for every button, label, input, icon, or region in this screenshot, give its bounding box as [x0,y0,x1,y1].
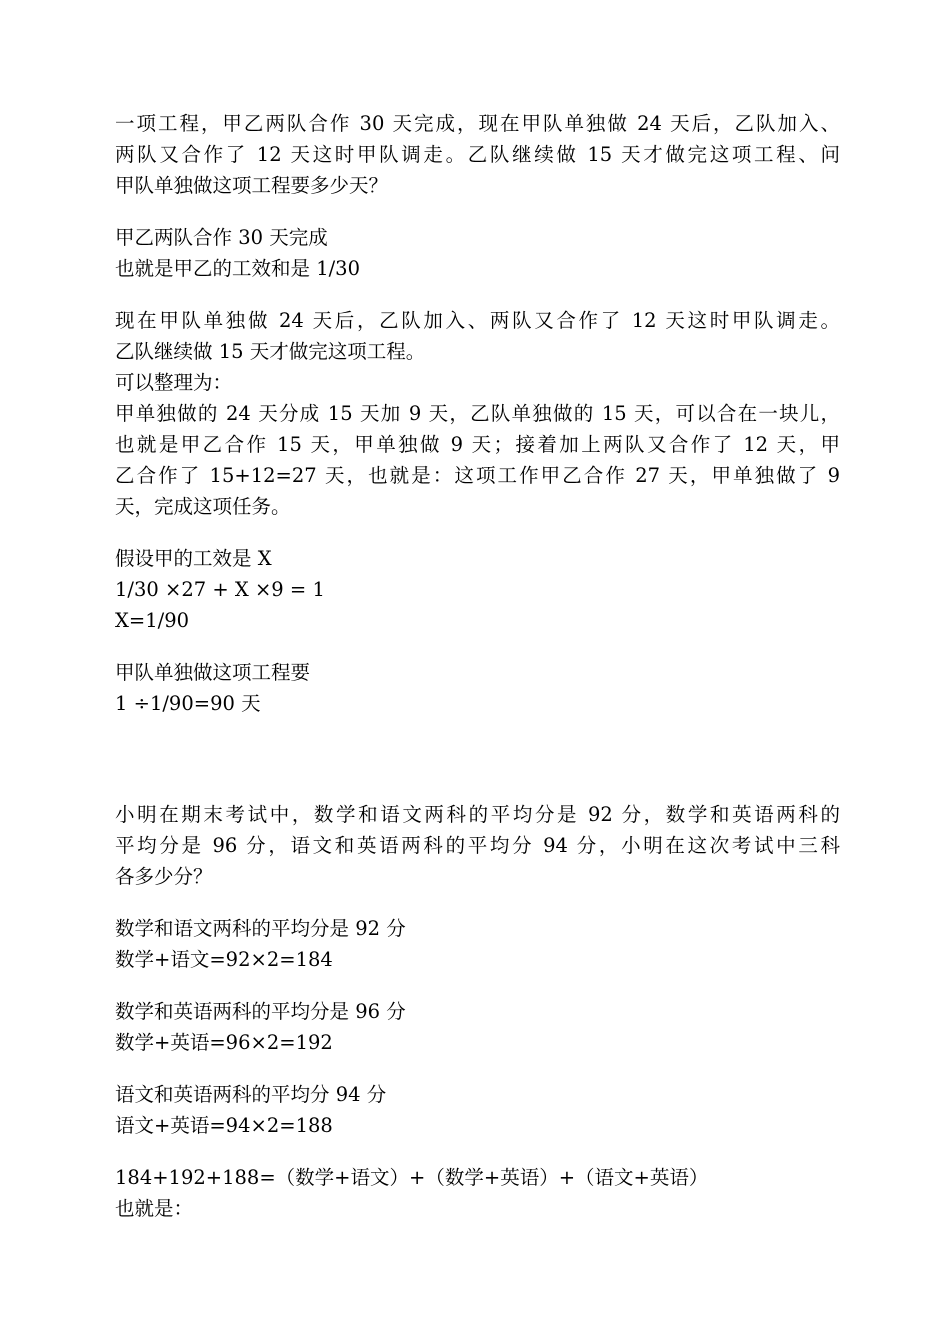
equation-line: X=1/90 [115,609,190,632]
equation-line: 184+192+188=（数学+语文）+（数学+英语）+（语文+英语） [115,1166,709,1189]
text-line: 各多少分？ [115,865,213,888]
problem1-answer [115,657,840,719]
text-line: 甲队单独做这项工程要多少天？ [115,174,389,197]
text-line: 甲单独做的 24 天分成 15 天加 9 天，乙队单独做的 15 天，可以合在一块儿， [115,402,840,425]
equation-line: 数学+英语=96×2=192 [115,1031,333,1054]
equation-line: 数学+语文=92×2=184 [115,948,333,971]
problem2-step4 [115,1162,840,1224]
problem2-step1 [115,913,840,975]
text-line: 两队又合作了 12 天这时甲队调走。乙队继续做 15 天才做完这项工程、问 [115,143,840,166]
problem2-step3 [115,1079,840,1141]
problem1-step3 [115,543,840,636]
text-line: 数学和语文两科的平均分是 92 分 [115,917,406,940]
text-line: 平均分是 96 分，语文和英语两科的平均分 94 分，小明在这次考试中三科 [115,834,840,857]
text-line: 可以整理为： [115,371,233,394]
text-line: 语文和英语两科的平均分 94 分 [115,1083,387,1106]
equation-line: 1 ÷1/90=90 天 [115,692,261,715]
text-line: 现在甲队单独做 24 天后，乙队加入、两队又合作了 12 天这时甲队调走。 [115,309,840,332]
text-line: 甲乙两队合作 30 天完成 [115,226,328,249]
document-body [115,108,840,1224]
problem2-step2 [115,996,840,1058]
text-line: 数学和英语两科的平均分是 96 分 [115,1000,406,1023]
text-line: 小明在期末考试中，数学和语文两科的平均分是 92 分，数学和英语两科的 [115,803,840,826]
text-line: 天，完成这项任务。 [115,495,291,518]
text-line: 乙队继续做 15 天才做完这项工程。 [115,340,426,363]
text-line: 也就是： [115,1197,194,1220]
equation-line: 语文+英语=94×2=188 [115,1114,333,1137]
text-line: 乙合作了 15+12=27 天，也就是：这项工作甲乙合作 27 天，甲单独做了 9 [115,464,840,487]
text-line: 甲队单独做这项工程要 [115,661,311,684]
equation-line: 1/30 ×27 + X ×9 = 1 [115,578,325,601]
text-line: 也就是甲乙合作 15 天，甲单独做 9 天；接着加上两队又合作了 12 天，甲 [115,433,840,456]
text-line: 也就是甲乙的工效和是 1/30 [115,257,360,280]
problem1-question [115,108,840,201]
text-line: 假设甲的工效是 X [115,547,272,570]
problem1-step2 [115,305,840,522]
problem1-step1 [115,222,840,284]
text-line: 一项工程，甲乙两队合作 30 天完成，现在甲队单独做 24 天后，乙队加入、 [115,112,840,135]
section-spacer [115,719,840,799]
problem2-question [115,799,840,892]
